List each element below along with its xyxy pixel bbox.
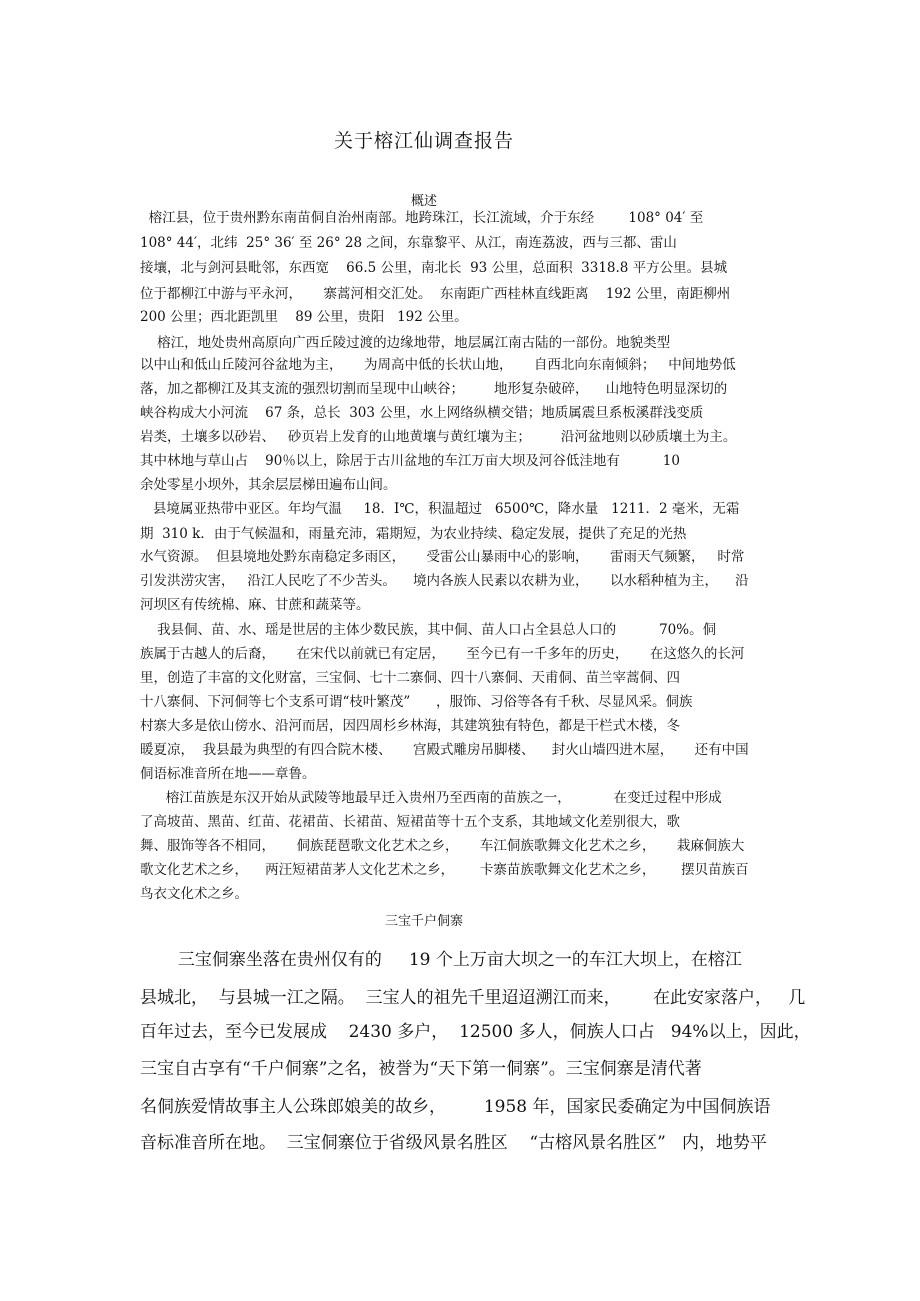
text-line: 引发洪涝灾害， 沿江人民吃了不少苦头。 境内各族人民素以农耕为业， 以水稻种植为主， 沿 [140, 573, 749, 589]
text-line: 108° 44′，北纬 25° 36′ 至 26° 28 之间，东靠黎平、从江，南连荔波，西与三都、雷山 [140, 235, 677, 251]
text-line: 峡谷构成大小河流 67 条，总长 303 公里，水上网络纵横交错；地质属震旦系板溪群浅变质 [140, 405, 704, 421]
text-line: 榕江，地处贵州高原向广西丘陵过渡的边缘地带，地层属江南古陆的一部份。地貌类型 [140, 335, 671, 351]
text-line: 期 310 k．由于气候温和，雨量充沛，霜期短，为农业持续、稳定发展，提供了充足的光热 [140, 526, 687, 542]
text-line: 暖夏凉， 我县最为典型的有四合院木楼、 宫殿式雕房吊脚楼、 封火山墙四进木屋， 还有中国 [140, 742, 749, 758]
text-line: 十八寨侗、下河侗等七个支系可谓“枝叶繁茂” ，服饰、习俗等各有千秋、尽显风采。侗族 [140, 694, 693, 710]
document-title: 关于榕江仙调查报告 [333, 130, 514, 152]
text-line: 名侗族爱情故事主人公珠郎娘美的故乡， 1958 年，国家民委确定为中国侗族语 [140, 1097, 771, 1117]
section-heading-sanbao: 三宝千户侗寨 [384, 914, 463, 929]
text-line: 族属于古越人的后裔， 在宋代以前就已有定居， 至今已有一千多年的历史， 在这悠久的长河 [140, 646, 745, 662]
text-line: 侗语标准音所在地——章鲁。 [140, 766, 316, 782]
text-line: 县城北， 与县城一江之隔。 三宝人的祖先千里迢迢溯江而来， 在此安家落户， 几 [140, 988, 806, 1008]
text-line: 了高坡苗、黑苗、红苗、花裙苗、长裙苗、短裙苗等十五个支系，其地域文化差别很大，歌 [140, 814, 680, 830]
text-line: 我县侗、苗、水、瑶是世居的主体少数民族，其中侗、苗人口占全县总人口的 70%。侗 [140, 622, 717, 638]
text-line: 位于都柳江中游与平永河， 寨蒿河相交汇处。 东南距广西桂林直线距离 192 公里，南距柳州 [140, 286, 731, 302]
text-line: 鸟衣文化术之乡。 [140, 886, 248, 902]
text-line: 落，加之都柳江及其支流的强烈切割而呈现中山峡谷； 地形复杂破碎， 山地特色明显深切的 [140, 381, 728, 397]
text-line: 县境属亚热带中亚区。年均气温 18．I℃，积温超过 6500℃，降水量 1211．2 毫米，无霜 [140, 501, 740, 517]
text-line: 音标准音所在地。 三宝侗寨位于省级风景名胜区 “古榕风景名胜区” 内，地势平 [140, 1133, 768, 1153]
text-line: 余处零星小坝外，其余层层梯田遍布山间。 [140, 477, 397, 493]
text-line: 其中林地与草山占 90％以上，除居于古川盆地的车江万亩大坝及河谷低洼地有 10 [140, 453, 680, 469]
text-line: 村寨大多是依山傍水、沿河而居，因四周杉乡林海，其建筑独有特色，都是干栏式木楼，冬 [140, 718, 680, 734]
text-line: 以中山和低山丘陵河谷盆地为主， 为周高中低的长状山地， 自西北向东南倾斜； 中间地势低 [140, 357, 736, 373]
text-line: 里，创造了丰富的文化财富，三宝侗、七十二寨侗、四十八寨侗、天甫侗、苗兰宰蒿侗、四 [140, 670, 680, 686]
text-line: 舞、服饰等各不相同， 侗族琵琶歌文化艺术之乡， 车江侗族歌舞文化艺术之乡， 栽麻侗族大 [140, 838, 745, 854]
text-line: 水气资源。 但县境地处黔东南稳定多雨区， 受雷公山暴雨中心的影响， 雷雨天气频繁， 时常 [140, 549, 745, 565]
text-line: 三宝侗寨坐落在贵州仅有的 19 个上万亩大坝之一的车江大坝上，在榕江 [140, 950, 742, 970]
text-line: 歌文化艺术之乡， 两汪短裙苗茅人文化艺术之乡， 卡寨苗族歌舞文化艺术之乡， 摆贝苗族百 [140, 862, 749, 878]
text-line: 岩类，土壤多以砂岩、 砂页岩上发育的山地黄壤与黄红壤为主； 沿河盆地则以砂质壤土为主。 [140, 429, 737, 445]
text-line: 百年过去，至今已发展成 2430 多户， 12500 多人，侗族人口占 94%以上，因此， [140, 1022, 811, 1042]
section-heading-overview: 概述 [410, 194, 437, 209]
text-line: 河坝区有传统棉、麻、甘蔗和蔬菜等。 [140, 597, 370, 613]
text-line: 200 公里；西北距凯里 89 公里，贵阳 192 公里。 [140, 309, 468, 325]
text-line: 三宝自古享有“千户侗寨”之名，被誉为“天下第一侗寨”。三宝侗寨是清代著 [140, 1059, 702, 1079]
text-line: 榕江县，位于贵州黔东南苗侗自治州南部。地跨珠江，长江流域，介于东经 108° 04′ 至 [140, 210, 704, 226]
text-line: 榕江苗族是东汉开始从武陵等地最早迁入贵州乃至西南的苗族之一， 在变迁过程中形成 [140, 790, 722, 806]
text-line: 接壤，北与剑河县毗邻，东西宽 66.5 公里，南北长 93 公里，总面积 3318.8 平方公里。县城 [140, 260, 728, 276]
